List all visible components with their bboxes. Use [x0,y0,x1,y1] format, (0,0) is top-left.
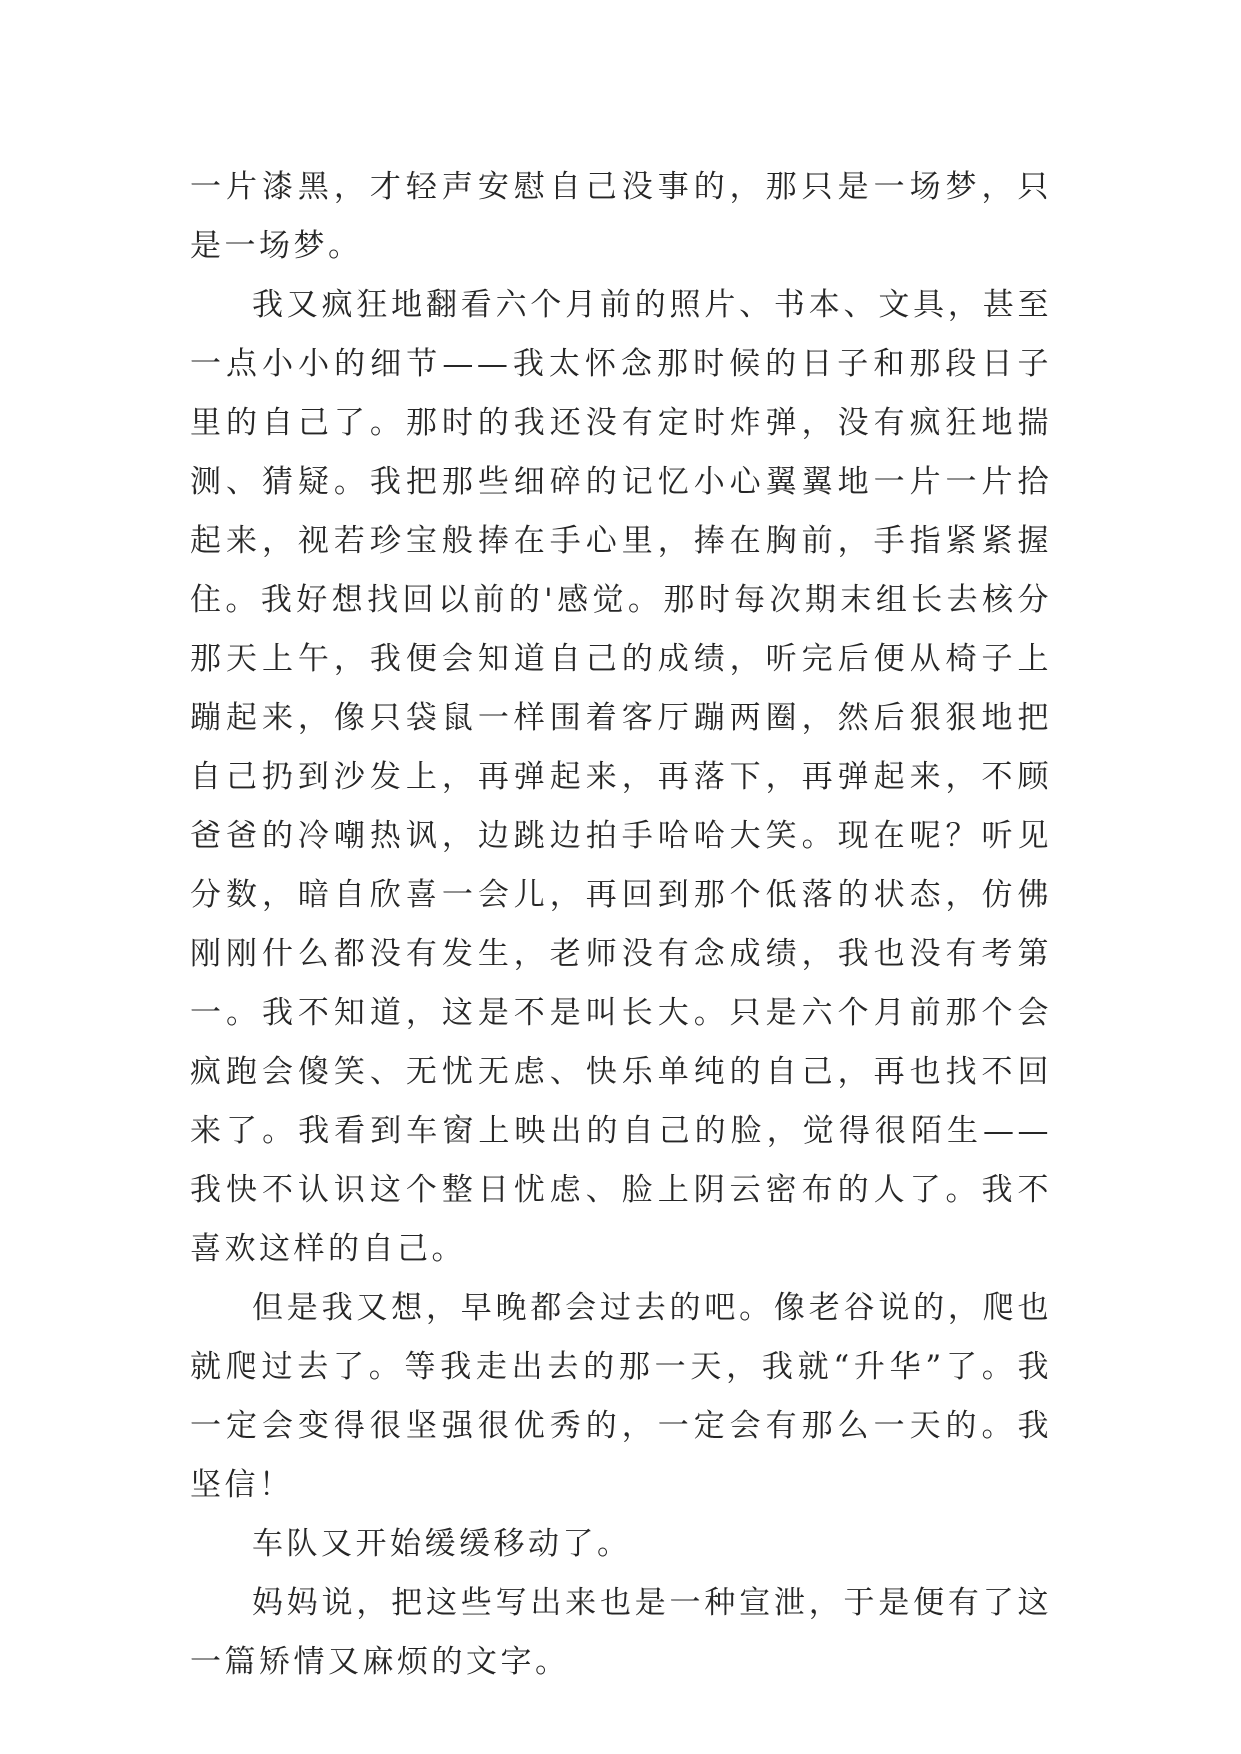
paragraph-closing: 妈妈说，把这些写出来也是一种宣泄，于是便有了这一篇矫情又麻烦的文字。 [190,1585,1052,1680]
paragraph-belief: 但是我又想，早晚都会过去的吧。像老谷说的，爬也就爬过去了。等我走出去的那一天，我就“升华”了。我一定会变得很坚强很优秀的，一定会有那么一天的。我坚信！ [190,1290,1052,1503]
paragraph-continuation: 一片漆黑，才轻声安慰自己没事的，那只是一场梦，只是一场梦。 [190,169,1052,264]
document-body [190,158,1052,1692]
paragraph-convoy: 车队又开始缓缓移动了。 [252,1526,632,1562]
paragraph-memories: 我又疯狂地翻看六个月前的照片、书本、文具，甚至一点小小的细节——我太怀念那时候的日子和那段日子里的自己了。那时的我还没有定时炸弹，没有疯狂地揣测、猜疑。我把那些细碎的记忆小心翼翼地一片一片拾起来，视若珍宝般捧在手心里，捧在胸前，手指紧紧握住。我好想找回以前的'感觉。那时每次期末组长去核分那天上午，我便会知道自己的成绩，听完后便从椅子上蹦起来，像只袋鼠一样围着客厅蹦两圈，然后狠狠地把自己扔到沙发上，再弹起来，再落下，再弹起来，不顾爸爸的冷嘲热讽，边跳边拍手哈哈大笑。现在呢？听见分数，暗自欣喜一会儿，再回到那个低落的状态，仿佛刚刚什么都没有发生，老师没有念成绩，我也没有考第一。我不知道，这是不是叫长大。只是六个月前那个会疯跑会傻笑、无忧无虑、快乐单纯的自己，再也找不回来了。我看到车窗上映出的自己的脸，觉得很陌生——我快不认识这个整日忧虑、脸上阴云密布的人了。我不喜欢这样的自己。 [190,287,1052,1267]
